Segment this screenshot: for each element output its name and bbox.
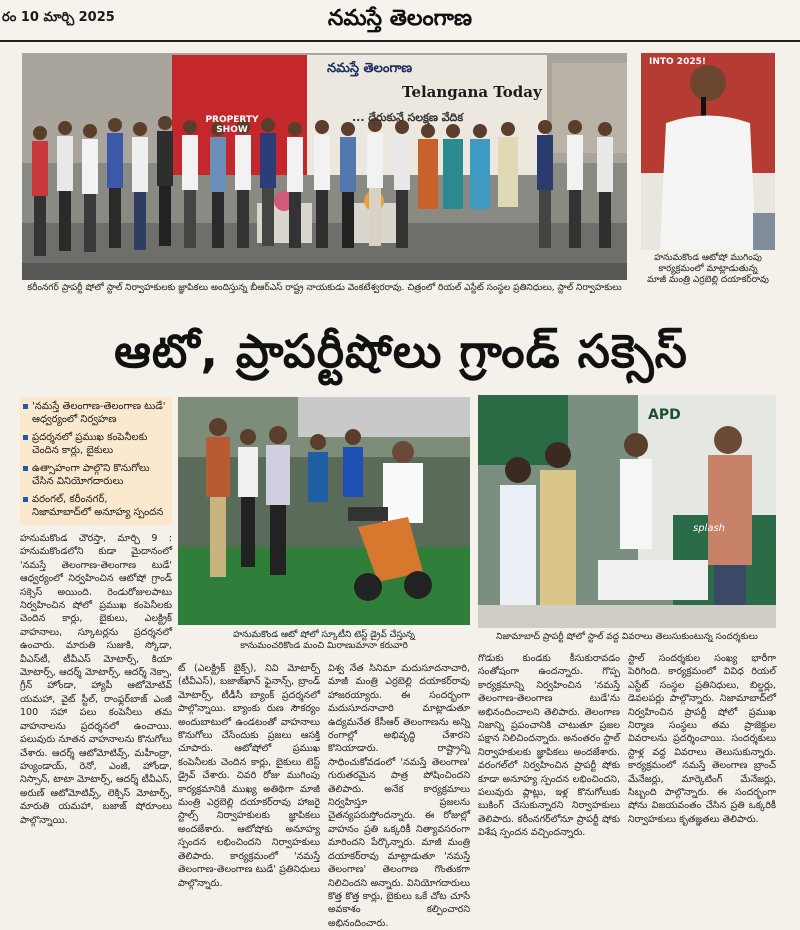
banner-brand-telangana-today: Telangana Today [402, 83, 542, 101]
banner-brand-namaste: నమస్తే తెలంగాణ [327, 61, 413, 76]
highlight-item: ప్రదర్శనలో ప్రముఖ కంపెనీలకు చెందిన కార్లు, బైకులు [20, 428, 172, 459]
property-stall-illustration [478, 395, 776, 628]
highlight-item: ఉత్సాహంగా పాల్గొని కొనుగోలు చేసిన వినియోగదారులు [20, 459, 172, 490]
speaker-caption-line: మాజీ మంత్రి ఎర్రబెల్లి దయాకర్‌రావు [647, 275, 769, 285]
speaker-caption-line: హనుమకొండ ఆటోషో ముగింపు [654, 253, 762, 263]
property-stall-photo [478, 395, 776, 628]
scooter-illustration [178, 397, 470, 625]
stall-brand-splash: splash [693, 523, 726, 534]
scooter-test-drive-photo [178, 397, 470, 625]
newspaper-masthead: నమస్తే తెలంగాణ [327, 6, 473, 31]
issue-date: రం 10 మార్చి 2025 [2, 10, 115, 25]
scooter-caption-line: కానుమంచరికొండ మంచి మిరాణుమానా కరువారి [240, 641, 408, 651]
article-column-1: హనుమకొండ చౌరస్తా, మార్చి 9 : హనుమకొండలోని కుడా మైదానంలో 'నమస్తే తెలంగాణ-తెలంగాణ టుడే' ఆధ్వర్యంలో నిర్వహించిన ఆటోషో గ్రాండ్ సక్సెస్ అయింది. రెండురోజులపాటు నిర్వహించిన షోలో ప్రముఖ కంపెనీలకు చెందిన కార్లు, బైకులు, ఎలక్ట్రిక్ వాహనాలు, స్కూటర్లను ప్రదర్శనలో ఉంచారు. మారుతి సుజుకి, స్కోడా, వీఎస్‌టీ, టీవీఎస్ మోటార్స్, కియా మోటార్స్, ఆదర్శ్ మోటార్స్, ఆదర్శ్ నెక్సా, గ్రీన్ హోండా, హ్యాపీ ఆటోమోటివ్ యమహా, వైట్ స్టీల్, రాంఫ్లర్‌బాజ్ ఎంజీ 100 సహా పలు కంపెనీలు తమ వాహనాలను ప్రదర్శనలో ఉంచాయి. పలువురు నూతన వాహనాలను కొనుగోలు చేశారు. ఆదర్శ్ ఆటోమోటివ్స్, మహీంద్రా, హ్యుండాయ్, రెనో, ఎంజీ, హోండా, నిస్సాన్, టాటా మోటార్స్, ఆదర్శ్ టీవీఎస్, అరుణ్ ఆటోమోటివ్స్, లెక్సిస్ మోటార్స్, మారుతి యమహా, బజాజ్ షోరూంలు పాల్గొన్నాయి. [20, 533, 172, 826]
article-column-5: స్టాల్ సందర్శకుల సంఖ్య భారీగా పెరిగింది. కార్యక్రమంలో వివిధ రియల్ ఎస్టేట్ సంస్థల ప్రతినిధులు, బిల్డర్లు, డెవలపర్లు పాల్గొన్నారు. నిజామాబాద్‌లో నిర్వహించిన ప్రాపర్టీ షోలో ప్రముఖ నిర్మాణ సంస్థలు తమ ప్రాజెక్టుల వివరాలను ప్రదర్శించాయి. సందర్శకులు స్టాళ్ల వద్ద వివరాలు తెలుసుకున్నారు. కార్యక్రమంలో నమస్తే తెలంగాణ బ్రాంచ్ మేనేజర్లు, మార్కెటింగ్ మేనేజర్లు, సిబ్బంది పాల్గొన్నారు. ఈ సందర్భంగా షోను విజయవంతం చేసిన ప్రతి ఒక్కరికీ నిర్వాహకులు కృతజ్ఞతలు తెలిపారు. [628, 653, 776, 825]
scooter-caption-line: హనుమకొండ ఆటో షోలో స్కూటీని టెస్ట్ డ్రైవ్ చేస్తున్న [233, 630, 415, 640]
page-header [0, 0, 800, 42]
article-column-3: విశ్వ నేత సినిమా మదుసూదనాచారి, మాజీ మంత్రి ఎర్రబెల్లి దయాకర్‌రావు హాజరయ్యారు. ఈ సందర్భంగా మదుసూదనాచారి మాట్లాడుతూ ఉద్యమనేత కేసీఆర్ తెలంగాణను అన్ని రంగాల్లో అభివృద్ధి చేశారని కొనియాడారు. రాష్ట్రాన్ని సాధించుకోవడంలో 'నమస్తే తెలంగాణ' గురుతరమైన పాత్ర పోషించిందని తెలిపారు. అనేక కార్యక్రమాలు నిర్వహిస్తూ ప్రజలను చైతన్యపరుస్తోందన్నారు. ఈ రోజుల్లో వాహనం ప్రతి ఒక్కరికీ నిత్యావసరంగా మారిందని పేర్కొన్నారు. మాజీ మంత్రి దయాకర్‌రావు మాట్లాడుతూ 'నమస్తే తెలంగాణ' తెలంగాణ గొంతుకగా నిలిచిందని అన్నారు. వినియోగదారులు కొత్త కొత్త కార్లు, బైకులు ఒకే చోట చూసే అవకాశం కల్పించారని అభినందించారు. [328, 663, 470, 929]
scooter-caption [178, 630, 470, 656]
property-show-photo [22, 53, 627, 280]
highlight-item: 'నమస్తే తెలంగాణ-తెలంగాణ టుడే' ఆధ్వర్యంలో నిర్వహణ [20, 397, 172, 428]
property-show-caption: కరీంనగర్ ప్రాపర్టీ షోలో స్టాల్ నిర్వాహకులకు జ్ఞాపికలు అందిస్తున్న బీఆర్ఎస్ రాష్ట్ర నాయకుడు వెంకటేశ్వరరావు. చిత్రంలో రియల్ ఎస్టేట్ సంస్థల ప్రతినిధులు, స్టాల్ నిర్వాహకులు [27, 283, 622, 293]
banner-slogan: ... దేరుకునే సలక్షణ వేదిక [352, 111, 464, 124]
stall-sign-apd: APD [648, 407, 681, 423]
highlight-item: వరంగల్, కరీంనగర్, నిజామాబాద్‌లో అనూహ్య స్పందన [20, 490, 172, 521]
article-column-4: గొడుకు కుండకు కీసుకురావడం సంతోషంగా ఉందన్నారు. గొప్ప కార్యక్రమాన్ని నిర్వహించిన 'నమస్తే తెలంగాణ-తెలంగాణ టుడే'ను అభినందించాలని తెలిపారు. తెలంగాణ నిజాన్ని ప్రపంచానికి చాటుతూ ప్రజల పక్షాన నిలిచిందన్నారు. అనంతరం స్టాల్ నిర్వాహకులకు జ్ఞాపికలు అందజేశారు. వరంగల్‌లో నిర్వహించిన ప్రాపర్టీ షోకు కూడా అనూహ్య స్పందన లభించిందని, పలువురు ప్లాట్లు, ఇళ్ల కొనుగోలుకు బుకింగ్ చేసుకున్నారని నిర్వాహకులు తెలిపారు. కరీంనగర్‌లోనూ ప్రాపర్టీ షోకు విశేష స్పందన వచ్చిందన్నారు. [478, 653, 620, 839]
property-show-board: PROPERTY SHOW [205, 115, 259, 135]
article-column-2: ట్ (ఎలక్ట్రిక్ బైక్స్), నివి మోటార్స్ (టీవీఎస్), బజాజ్‌ఖాన్ ఫైనాన్స్, బ్రాండ్ మోటార్స్, టీడీసీ బ్యాంక్ ప్రదర్శనలో పాల్గొన్నాయి. బ్యాంకు రుణ సౌకర్యం అందుబాటులో ఉండటంతో వాహనాలు కొనుగోలు చేసేందుకు ప్రజలు ఆసక్తి చూపారు. ఆటోషోలో ప్రముఖ కంపెనీలకు చెందిన కార్లు, బైకులు టెస్ట్ డ్రైవ్ చేశారు. చివరి రోజు ముగింపు కార్యక్రమానికి ముఖ్య అతిథిగా మాజీ మంత్రి ఎర్రబెల్లి దయాకర్‌రావు హాజరై స్టాల్స్ నిర్వాహకులకు జ్ఞాపికలు అందజేశారు. ఆటోషోకు అనూహ్య స్పందన లభించిందని నిర్వాహకులు తెలిపారు. కార్యక్రమంలో 'నమస్తే తెలంగాణ-తెలంగాణ టుడే' ప్రతినిధులు పాల్గొన్నారు. [178, 663, 320, 889]
speaker-illustration [641, 53, 775, 250]
speaker-caption [641, 253, 775, 293]
speaker-backdrop-text: INTO 2025! [649, 57, 706, 67]
highlights-box [20, 397, 172, 525]
speaker-photo [641, 53, 775, 250]
speaker-caption-line: కార్యక్రమంలో మాట్లాడుతున్న [658, 264, 758, 274]
main-headline: ఆటో, ప్రాపర్టీషోలు గ్రాండ్ సక్సెస్ [114, 324, 688, 378]
property-stall-caption: నిజామాబాద్ ప్రాపర్టీ షోలో స్టాల్ వద్ద వివరాలు తెలుసుకుంటున్న సందర్శకులు [496, 632, 758, 642]
